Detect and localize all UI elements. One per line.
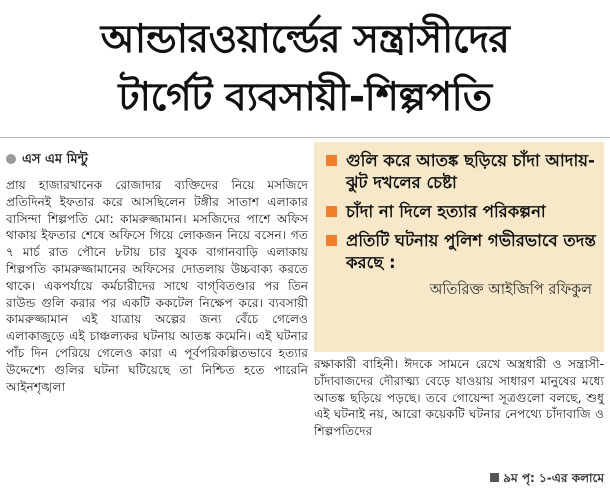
article-paragraph: রক্ষাকারী বাহিনী। ঈদকে সামনে রেখে অস্ত্রধারী ও সন্ত্রাসী-চাঁদাবাজদের দৌরাত্ম্য বেড়ে যাওয়ায় সাধারণ মানুষের মধ্যে আতঙ্ক ছড়িয়ে পড়ছে। তবে গোয়েন্দা সূত্রগুলো বলছে, শুধু এই ঘটনাই নয়, আরো কয়েকটি ঘটনার নেপথ্যে চাঁদাবাজি ও শিল্পপতিদের [314, 357, 604, 439]
highlight-item [322, 230, 596, 274]
headline-line-2: টার্গেট ব্যবসায়ী-শিল্পপতি [118, 75, 492, 120]
highlight-text: গুলি করে আতঙ্ক ছড়িয়ে চাঁদা আদায়-ঝুট দখলের চেষ্টা [346, 151, 595, 192]
highlight-item [322, 201, 596, 223]
article-body-left-column [6, 177, 308, 395]
quote-attribution: অতিরিক্ত আইজিপি রফিকুল [429, 282, 592, 298]
headline-divider [0, 137, 610, 138]
highlight-item [322, 150, 596, 194]
continuation-note [388, 470, 604, 490]
orange-square-bullet-icon [326, 235, 337, 246]
byline-author: এস এম মিন্টু [22, 152, 88, 167]
byline [6, 150, 88, 171]
continuation-text: ৯ম পৃ: ১-এর কলামে [503, 471, 604, 485]
headline-line-1: আন্ডারওয়ার্ল্ডের সন্ত্রাসীদের [100, 17, 510, 62]
orange-square-bullet-icon [326, 206, 337, 217]
highlights-box [314, 142, 604, 352]
highlight-text: প্রতিটি ঘটনায় পুলিশ গভীরভাবে তদন্ত করছে : [346, 231, 596, 272]
article-body-right-column [314, 356, 604, 440]
highlight-text: চাঁদা না দিলে হত্যার পরিকল্পনা [346, 202, 546, 221]
orange-square-bullet-icon [326, 155, 337, 166]
byline-bullet-icon [6, 154, 16, 164]
article-paragraph: প্রায় হাজারখানেক রোজাদার ব্যক্তিদের নিয়ে মসজিদে প্রতিদিনই ইফতার করে আসছিলেন টঙ্গীর সাতাশ এলাকার বাসিন্দা শিল্পপতি মো: কামরুজ্জামান। মসজিদের পাশে অফিস থাকায় ইফতার শেষে অফিসে গিয়ে লোকজন নিয়ে বসেন। গত ৭ মার্চ রাত পৌনে ৮টায় চার যুবক বাগানবাড়ি এলাকায় শিল্পপতি কামরুজ্জামানের অফিসের দোতলায় উচ্চবাক্য করতে থাকে। একপর্যায়ে কর্মচারীদের সাথে বাগ্‌বিতণ্ডার পর তিন রাউন্ড গুলি করার পর একটি ককটেল নিক্ষেপ করে। ব্যবসায়ী কামরুজ্জামান এই যাত্রায় অল্পের জন্য বেঁচে গেলেও এলাকাজুড়ে এই চাঞ্চল্যকর ঘটনায় আতঙ্ক কমেনি। এই ঘটনার পাঁচ দিন পেরিয়ে গেলেও কারা এ পূর্বপরিকল্পিতভাবে হত্যার উদ্দেশ্যে গুলির ঘটনা ঘটিয়েছে তা নিশ্চিত হতে পারেনি আইনশৃঙ্খলা [6, 178, 308, 394]
square-marker-icon [490, 473, 499, 482]
